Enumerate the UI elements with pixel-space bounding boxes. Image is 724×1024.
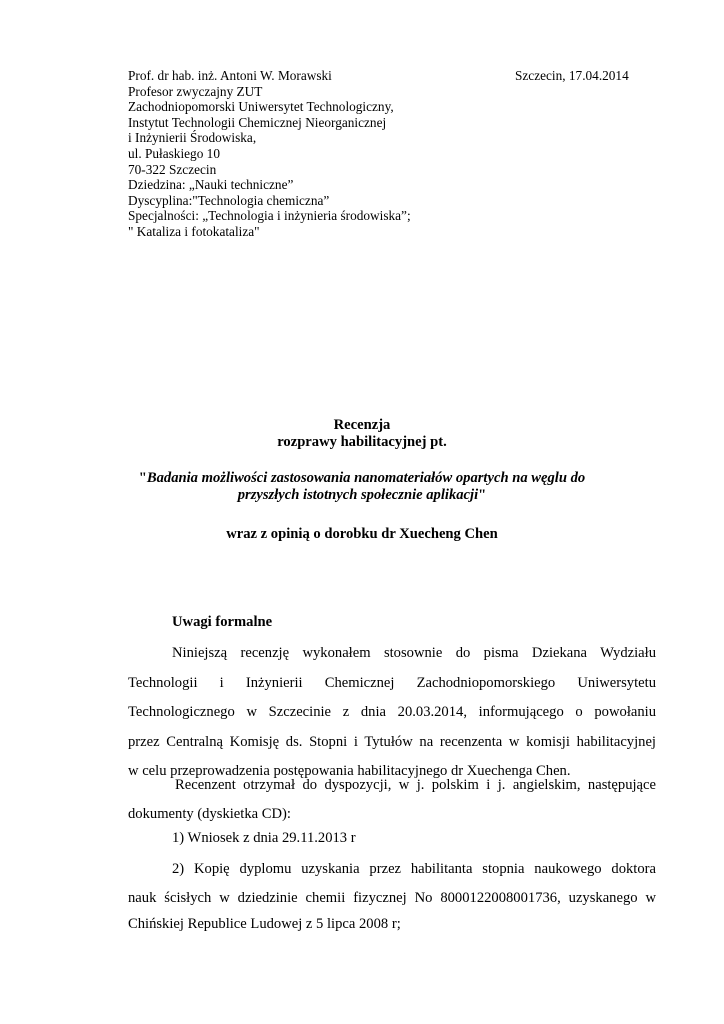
quote-close: " — [478, 487, 487, 503]
paragraph-line: Recenzent otrzymał do dyspozycji, w j. polskim i j. angielskim, następujące — [175, 777, 656, 793]
review-title: Recenzja — [333, 417, 391, 433]
review-subtitle: rozprawy habilitacyjnej pt. — [277, 434, 447, 450]
sender-specialties: Specjalności: „Technologia i inżynieria środowiska”; — [128, 208, 411, 224]
paragraph-line: przez Centralną Komisję ds. Stopni i Tytułów na recenzenta w komisji habilitacyjnej — [128, 734, 656, 750]
thesis-title-line-2 — [0, 487, 724, 504]
paragraph-line: nauk ścisłych w dziedzinie chemii fizycznej No 8000122008001736, uzyskanego w — [128, 890, 656, 906]
sender-discipline: Dyscyplina:"Technologia chemiczna” — [128, 192, 330, 208]
list-item: 1) Wniosek z dnia 29.11.2013 r — [172, 830, 356, 846]
sender-position: Profesor zwyczajny ZUT — [128, 83, 263, 99]
quote-open: " — [138, 470, 147, 486]
sender-city: 70-322 Szczecin — [128, 161, 217, 177]
sender-street: ul. Pułaskiego 10 — [128, 145, 220, 161]
thesis-title-text-1: Badania możliwości zastosowania nanomateriałów opartych na węglu do — [146, 470, 586, 486]
document-date: Szczecin, 17.04.2014 — [515, 68, 629, 83]
sender-address-block — [128, 68, 411, 240]
paragraph-line: Niniejszą recenzję wykonałem stosownie do pisma Dziekana Wydziału — [172, 645, 656, 661]
sender-name: Prof. dr hab. inż. Antoni W. Morawski — [128, 68, 332, 83]
paragraph-line: Technologii i Inżynierii Chemicznej Zachodniopomorskiego Uniwersytetu — [128, 675, 656, 691]
paragraph-line: w celu przeprowadzenia postępowania habilitacyjnego dr Xuechenga Chen. — [128, 763, 571, 779]
paragraph-line: dokumenty (dyskietka CD): — [128, 806, 291, 822]
sender-institute-cont: i Inżynierii Środowiska, — [128, 130, 257, 146]
sender-institute: Instytut Technologii Chemicznej Nieorganicznej — [128, 114, 387, 130]
opinion-subtitle: wraz z opinią o dorobku dr Xuecheng Chen — [226, 526, 498, 542]
thesis-title-text-2: przyszłych istotnych społecznie aplikacji — [237, 487, 479, 503]
thesis-title-line-1 — [0, 470, 724, 487]
paragraph-line: Technologicznego w Szczecinie z dnia 20.03.2014, informującego o powołaniu — [128, 704, 656, 720]
section-heading: Uwagi formalne — [172, 614, 273, 630]
paragraph-line: Chińskiej Republice Ludowej z 5 lipca 2008 r; — [128, 916, 401, 932]
sender-university: Zachodniopomorski Uniwersytet Technologiczny, — [128, 99, 394, 115]
list-item: 2) Kopię dyplomu uzyskania przez habilitanta stopnia naukowego doktora — [172, 861, 656, 877]
sender-specialties-cont: " Kataliza i fotokataliza" — [128, 223, 260, 239]
sender-domain: Dziedzina: „Nauki techniczne” — [128, 177, 294, 193]
